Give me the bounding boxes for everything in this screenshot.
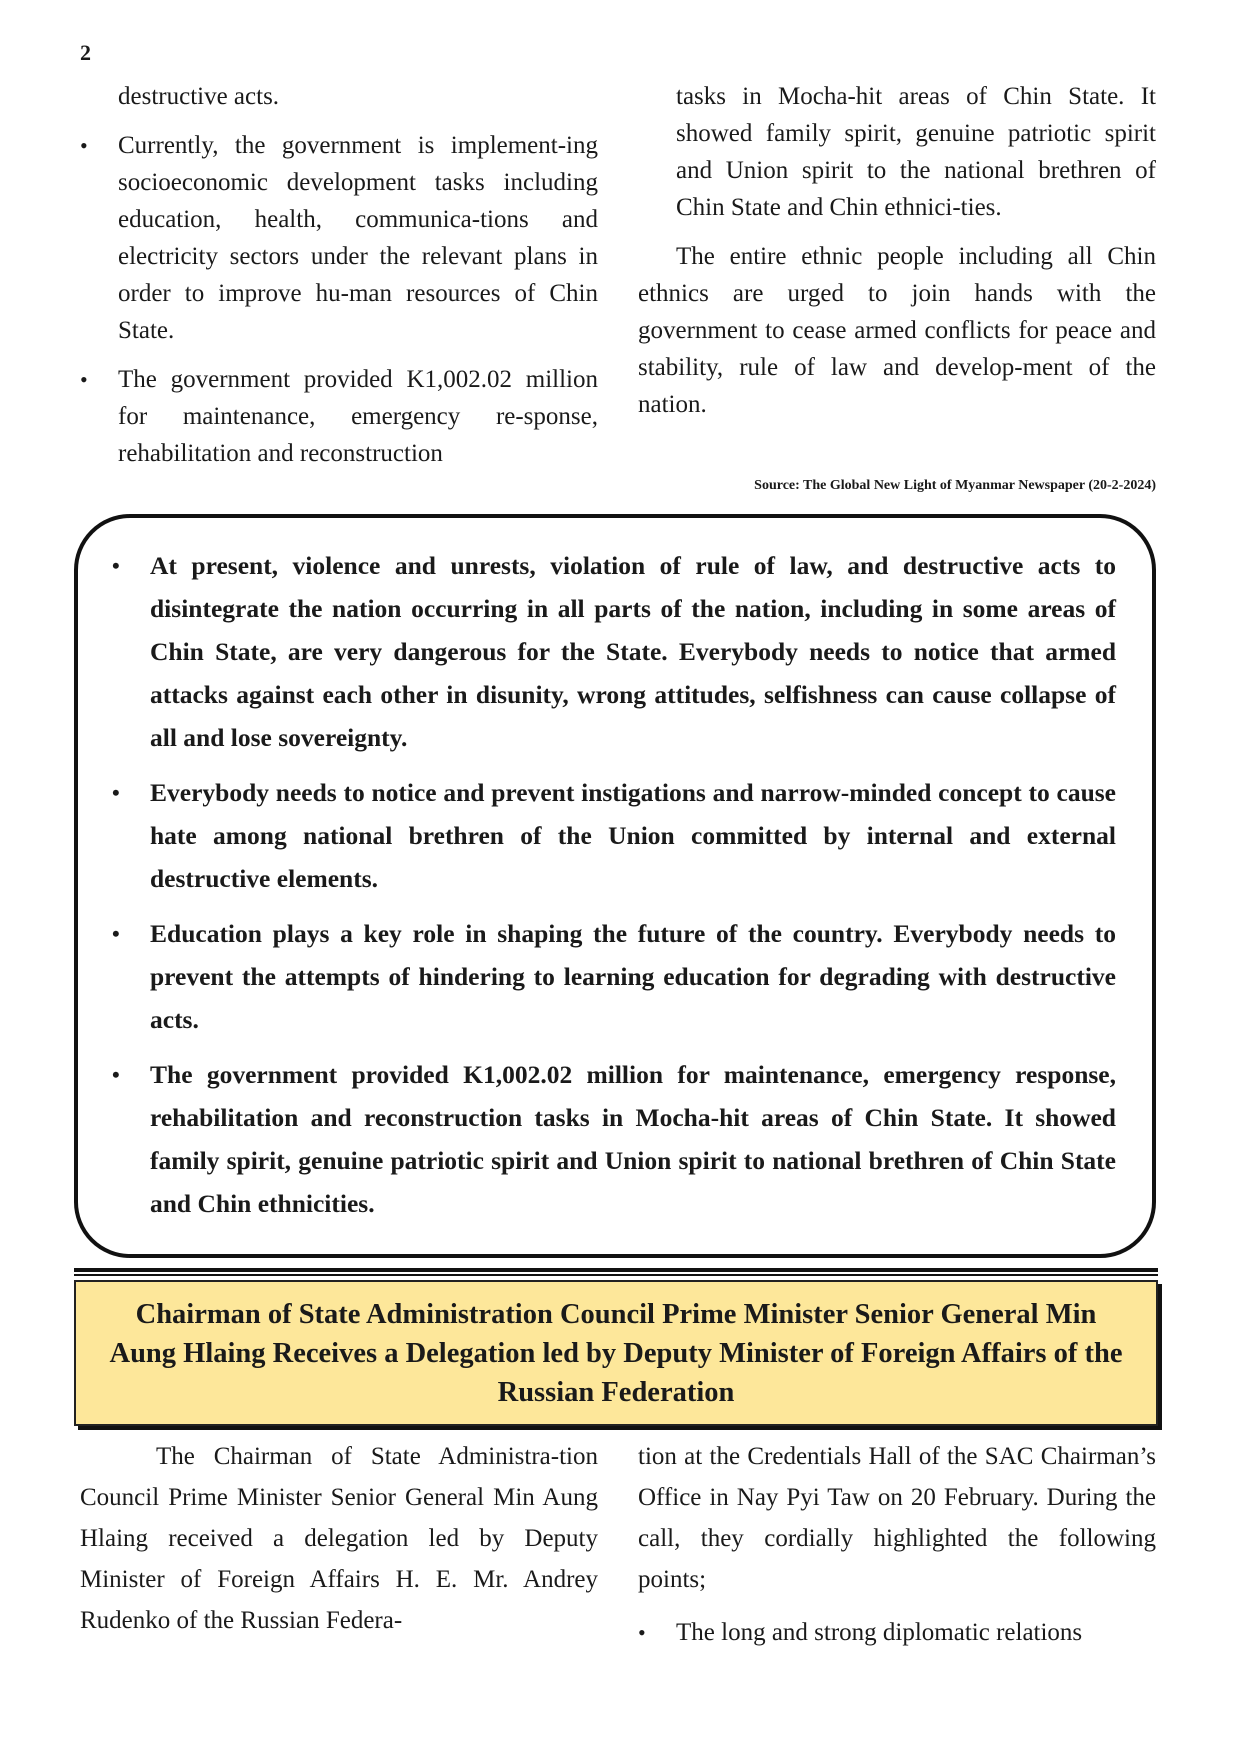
body-paragraph: The Chairman of State Administra-tion Council Prime Minister Senior General Min Aung Hlaing received a delegation led by Deputy Minister of Foreign Affairs H. E. Mr. Andrey Rudenko of the Russian Federa- xyxy=(80,1443,598,1634)
list-item: • Currently, the government is implement-ing socioeconomic development tasks including education, health, communica-tions and electricity sectors under the relevant plans in order to improve hu-man resources of Chin State. xyxy=(80,127,598,349)
summary-item: • Everybody needs to notice and prevent instigations and narrow-minded concept to cause hate among national brethren of the Union committed by internal and external destructive elements. xyxy=(150,771,1116,900)
summary-item: • Education plays a key role in shaping the future of the country. Everybody needs to prevent the attempts of hindering to learning education for degrading with destructive acts. xyxy=(150,912,1116,1041)
body-paragraph: tion at the Credentials Hall of the SAC Chairman’s Office in Nay Pyi Taw on 20 February. During the call, they cordially highlighted the following points; xyxy=(638,1443,1156,1593)
bullet-list xyxy=(80,127,598,472)
summary-item: • At present, violence and unrests, violation of rule of law, and destructive acts to disintegrate the nation occurring in all parts of the nation, including in some areas of Chin State, are very dangerous for the State. Everybody needs to notice that armed attacks against each other in disunity, wrong attitudes, selfishness can cause collapse of all and lose sovereignty. xyxy=(150,544,1116,759)
bullet-list xyxy=(638,1612,1156,1653)
summary-box xyxy=(74,514,1156,1258)
source-citation: Source: The Global New Light of Myanmar Newspaper (20-2-2024) xyxy=(754,478,1156,493)
top-right-column xyxy=(638,78,1156,423)
summary-item: • The government provided K1,002.02 million for maintenance, emergency response, rehabilitation and reconstruction tasks in Mocha-hit areas of Chin State. It showed family spirit, genuine patriotic spirit and Union spirit to national brethren of Chin State and Chin ethnicities. xyxy=(150,1053,1116,1225)
bottom-left-column xyxy=(80,1436,598,1641)
continued-text: tasks in Mocha-hit areas of Chin State. It showed family spirit, genuine patriotic spirit and Union spirit to the national brethren of Chin State and Chin ethnici-ties. xyxy=(676,83,1156,221)
list-item: • The government provided K1,002.02 million for maintenance, emergency re-sponse, rehabilitation and reconstruction xyxy=(80,361,598,472)
section-divider xyxy=(74,1268,1158,1276)
list-item: • The long and strong diplomatic relations xyxy=(638,1612,1156,1653)
continued-text: destructive acts. xyxy=(118,83,280,110)
top-left-column xyxy=(80,78,598,484)
article-headline: Chairman of State Administration Council Prime Minister Senior General Min Aung Hlaing Receives a Delegation led by Deputy Minister of Foreign Affairs of the Russian Federation xyxy=(109,1298,1123,1408)
bottom-right-column xyxy=(638,1436,1156,1653)
summary-list xyxy=(78,518,1152,1225)
body-paragraph: The entire ethnic people including all Chin ethnics are urged to join hands with the government to cease armed conflicts for peace and stability, rule of law and develop-ment of the nation. xyxy=(638,243,1156,418)
page-number: 2 xyxy=(80,40,91,65)
headline-banner xyxy=(74,1280,1158,1426)
